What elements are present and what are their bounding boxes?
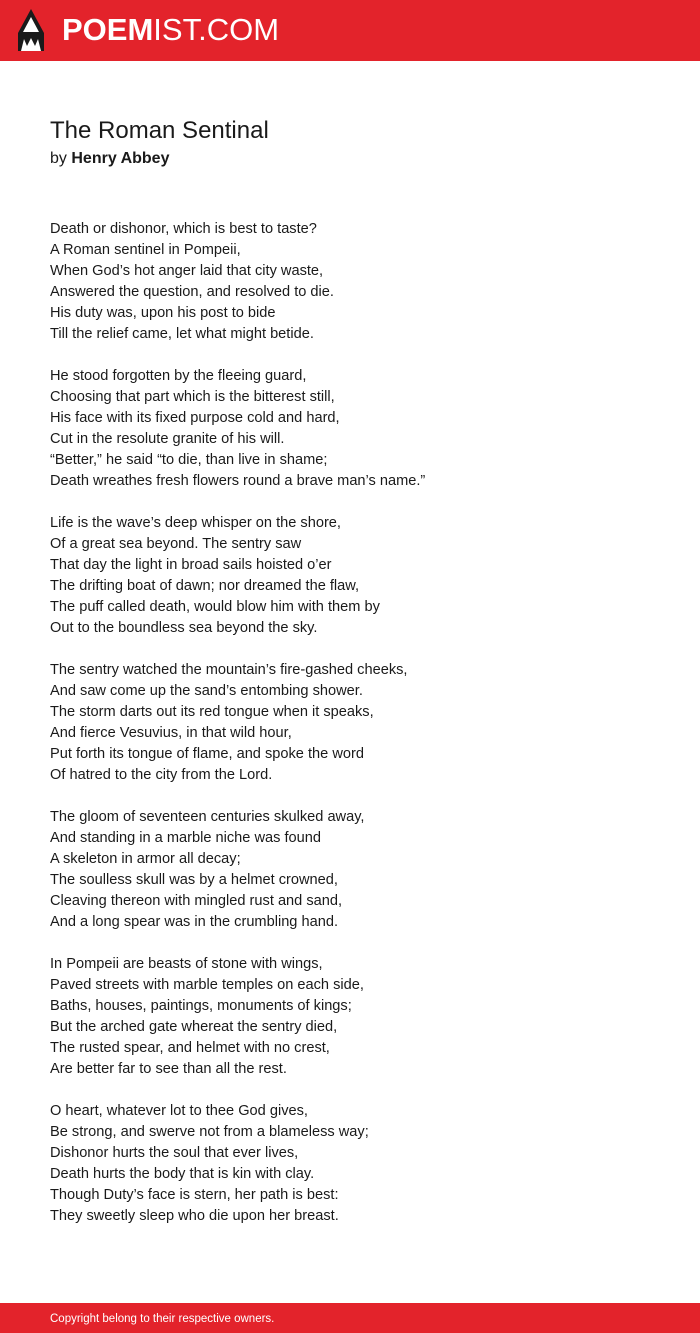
poem-author: Henry Abbey	[71, 150, 170, 167]
site-logo-text[interactable]	[62, 12, 279, 48]
poem-line: The storm darts out its red tongue when it speaks,	[50, 704, 374, 720]
site-footer	[0, 1303, 700, 1333]
stanza	[50, 954, 670, 1080]
poem-line: Put forth its tongue of flame, and spoke the word	[50, 746, 364, 762]
poem-line: The drifting boat of dawn; nor dreamed the flaw,	[50, 578, 360, 594]
by-label: by	[50, 150, 67, 167]
poem-line: Choosing that part which is the bitterest still,	[50, 389, 335, 405]
poem-line: His duty was, upon his post to bide	[50, 305, 276, 321]
poem-line: His face with its fixed purpose cold and hard,	[50, 410, 340, 426]
poem-line: When God’s hot anger laid that city waste,	[50, 263, 324, 279]
poem-title: The Roman Sentinal	[50, 117, 269, 144]
stanza	[50, 807, 670, 933]
poem-byline	[50, 148, 169, 170]
poem-line: Baths, houses, paintings, monuments of kings;	[50, 998, 352, 1014]
brand-light: IST.COM	[153, 12, 280, 47]
brand-bold: POEM	[62, 12, 154, 47]
poem-line: The sentry watched the mountain’s fire-gashed cheeks,	[50, 662, 408, 678]
poem-line: Be strong, and swerve not from a blameless way;	[50, 1124, 369, 1140]
poem-line: Death wreathes fresh flowers round a brave man’s name.”	[50, 473, 426, 489]
poem-line: They sweetly sleep who die upon her breast.	[50, 1208, 339, 1224]
poem-line: But the arched gate whereat the sentry died,	[50, 1019, 338, 1035]
poem-line: And a long spear was in the crumbling hand.	[50, 914, 338, 930]
poem-line: The gloom of seventeen centuries skulked away,	[50, 809, 365, 825]
poem-line: Till the relief came, let what might betide.	[50, 326, 314, 342]
poem-line: And fierce Vesuvius, in that wild hour,	[50, 725, 292, 741]
stanza	[50, 660, 670, 786]
poem-line: A Roman sentinel in Pompeii,	[50, 242, 241, 258]
poem-line: And saw come up the sand’s entombing shower.	[50, 683, 363, 699]
poem-line: Life is the wave’s deep whisper on the shore,	[50, 515, 341, 531]
poem-line: Answered the question, and resolved to die.	[50, 284, 334, 300]
poem-line: He stood forgotten by the fleeing guard,	[50, 368, 307, 384]
poem-line: Cut in the resolute granite of his will.	[50, 431, 285, 447]
poem-line: A skeleton in armor all decay;	[50, 851, 241, 867]
poem-line: Death hurts the body that is kin with clay.	[50, 1166, 315, 1182]
poem-line: Out to the boundless sea beyond the sky.	[50, 620, 318, 636]
pencil-tip-icon[interactable]	[18, 9, 44, 51]
stanza	[50, 219, 670, 345]
poem-line: Cleaving thereon with mingled rust and sand,	[50, 893, 343, 909]
poem-line: Death or dishonor, which is best to taste?	[50, 221, 317, 237]
site-header	[0, 0, 700, 61]
stanza	[50, 513, 670, 639]
poem-line: The rusted spear, and helmet with no crest,	[50, 1040, 330, 1056]
poem-line: The soulless skull was by a helmet crowned,	[50, 872, 338, 888]
poem-line: In Pompeii are beasts of stone with wings,	[50, 956, 323, 972]
poem-line: Of hatred to the city from the Lord.	[50, 767, 273, 783]
poem-line: And standing in a marble niche was found	[50, 830, 321, 846]
copyright-notice: Copyright belong to their respective owners.	[50, 1313, 275, 1325]
poem-line: The puff called death, would blow him with them by	[50, 599, 380, 615]
stanza	[50, 1101, 670, 1227]
poem-line: O heart, whatever lot to thee God gives,	[50, 1103, 308, 1119]
poem-line: Of a great sea beyond. The sentry saw	[50, 536, 302, 552]
stanza	[50, 366, 670, 492]
poem-line: “Better,” he said “to die, than live in shame;	[50, 452, 328, 468]
poem-line: That day the light in broad sails hoisted o’er	[50, 557, 332, 573]
poem-body	[50, 219, 670, 1248]
poem-line: Though Duty’s face is stern, her path is best:	[50, 1187, 339, 1203]
poem-line: Dishonor hurts the soul that ever lives,	[50, 1145, 299, 1161]
poem-line: Paved streets with marble temples on each side,	[50, 977, 364, 993]
poem-line: Are better far to see than all the rest.	[50, 1061, 287, 1077]
